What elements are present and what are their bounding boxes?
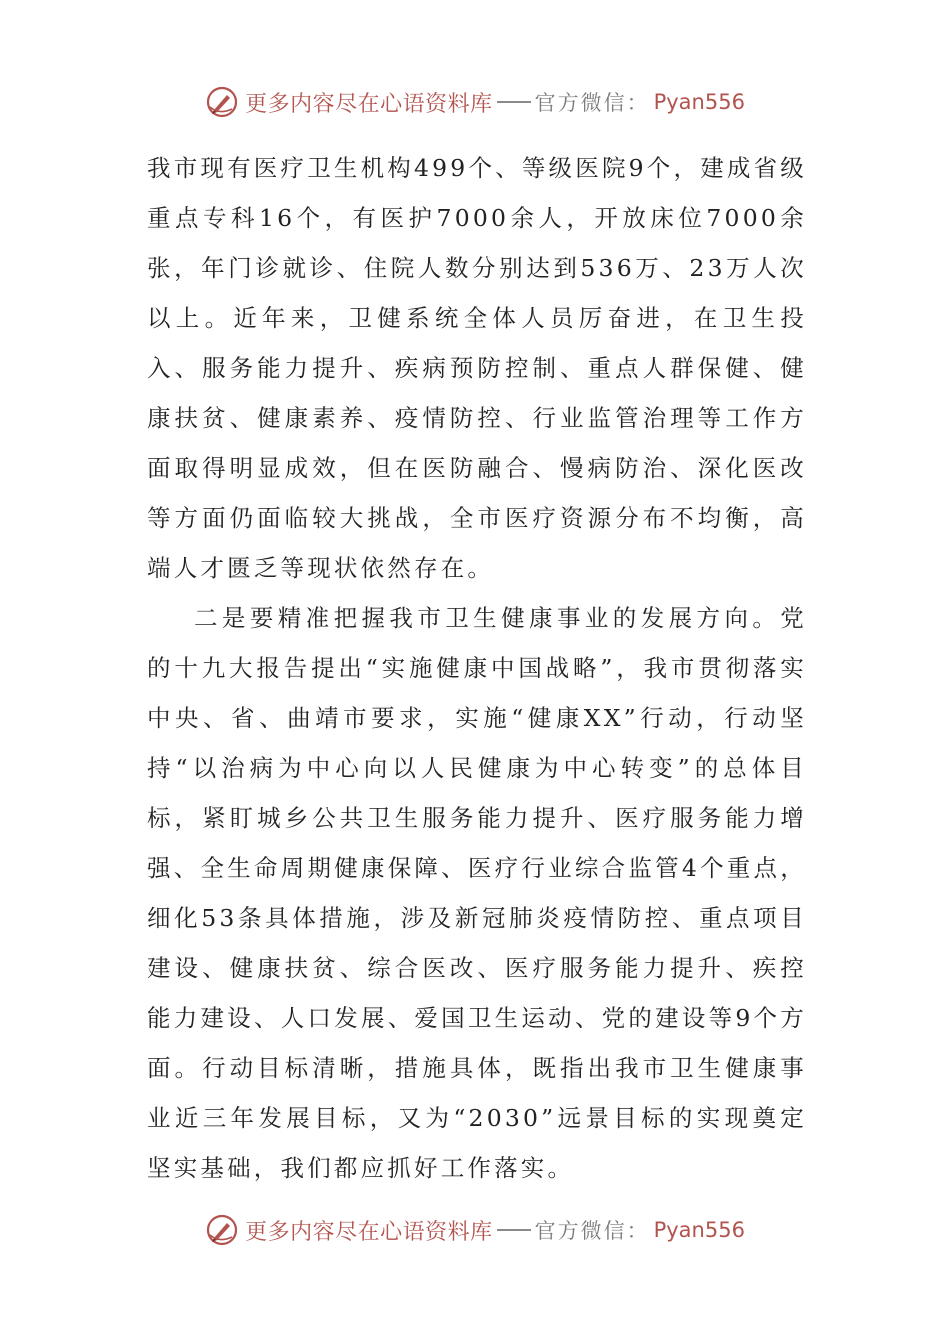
footer-wechat-id: Pyan556: [653, 1218, 745, 1242]
pen-logo-icon: [205, 1213, 239, 1247]
header-site-text: 更多内容尽在心语资料库: [245, 91, 493, 117]
footer-site-text: 更多内容尽在心语资料库: [245, 1219, 493, 1245]
header-wechat-id: Pyan556: [653, 90, 745, 114]
paragraph-1: 我市现有医疗卫生机构499个、等级医院9个，建成省级重点专科16个，有医护7000余人，开放床位7000余张，年门诊就诊、住院人数分别达到536万、23万人次以上。近年来，卫健系统全体人员厉奋进，在卫生投入、服务能力提升、疾病预防控制、重点人群保健、健康扶贫、健康素养、疫情防控、行业监管治理等工作方面取得明显成效，但在医防融合、慢病防治、深化医改等方面仍面临较大挑战，全市医疗资源分布不均衡，高端人才匮乏等现状依然存在。: [147, 154, 808, 582]
document-body: [147, 143, 807, 1193]
header-wechat-label: 官方微信：: [534, 91, 650, 115]
header-banner: [0, 82, 950, 122]
footer-banner: [0, 1210, 950, 1250]
footer-wechat-label: 官方微信：: [534, 1219, 650, 1243]
pen-logo-icon: [205, 85, 239, 119]
footer-dash: [497, 1229, 531, 1231]
paragraph-2: 二是要精准把握我市卫生健康事业的发展方向。党的十九大报告提出“实施健康中国战略”，我市贯彻落实中央、省、曲靖市要求，实施“健康XX”行动，行动坚持“以治病为中心向以人民健康为中心转变”的总体目标，紧盯城乡公共卫生服务能力提升、医疗服务能力增强、全生命周期健康保障、医疗行业综合监管4个重点，细化53条具体措施，涉及新冠肺炎疫情防控、重点项目建设、健康扶贫、综合医改、医疗服务能力提升、疾控能力建设、人口发展、爱国卫生运动、党的建设等9个方面。行动目标清晰，措施具体，既指出我市卫生健康事业近三年发展目标，又为“2030”远景目标的实现奠定坚实基础，我们都应抓好工作落实。: [147, 604, 807, 1182]
header-dash: [497, 101, 531, 103]
